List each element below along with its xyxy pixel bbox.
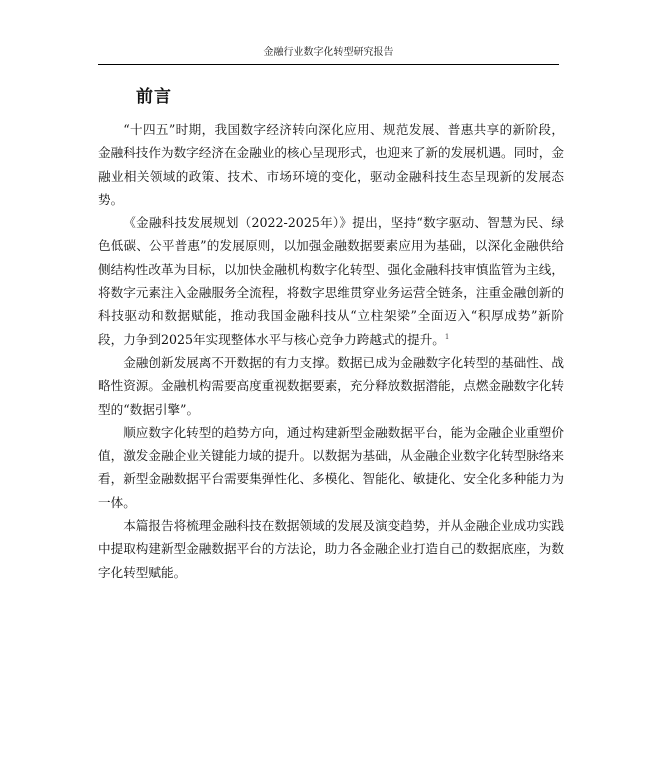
running-header-title: 金融行业数字化转型研究报告 xyxy=(263,47,394,58)
paragraph-5 xyxy=(98,514,564,584)
body-text xyxy=(98,118,564,584)
footnote-marker[interactable]: 1 xyxy=(444,332,450,341)
paragraph-text: 本篇报告将梳理金融科技在数据领域的发展及演变趋势，并从金融企业成功实践中提取构建新型金融数据平台的方法论，助力各金融企业打造自己的数据底座，为数字化转型赋能。 xyxy=(98,518,564,580)
running-header xyxy=(98,44,559,65)
paragraph-1 xyxy=(98,118,564,211)
paragraph-text: “十四五”时期，我国数字经济转向深化应用、规范发展、普惠共享的新阶段，金融科技作为数字经济在金融业的核心呈现形式，也迎来了新的发展机遇。同时，金融业相关领域的政策、技术、市场环境的变化，驱动金融科技生态呈现新的发展态势。 xyxy=(98,122,564,207)
paragraph-4 xyxy=(98,421,564,514)
paragraph-text: 《金融科技发展规划（2022-2025年）》提出，坚持“数字驱动、智慧为民、绿色低碳、公平普惠”的发展原则，以加强金融数据要素应用为基础，以深化金融供给侧结构性改革为目标，以加快金融机构数字化转型、强化金融科技审慎监管为主线，将数字元素注入金融服务全流程，将数字思维贯穿业务运营全链条，注重金融创新的科技驱动和数据赋能，推动我国金融科技从“立柱架梁”全面迈入“积厚成势”新阶段，力争到2025年实现整体水平与核心竞争力跨越式的提升。 xyxy=(98,215,564,347)
paragraph-3 xyxy=(98,351,564,421)
paragraph-text: 金融创新发展离不开数据的有力支撑。数据已成为金融数字化转型的基础性、战略性资源。金融机构需要高度重视数据要素，充分释放数据潜能，点燃金融数字化转型的“数据引擎”。 xyxy=(98,354,564,417)
paragraph-2 xyxy=(98,211,564,351)
section-title: 前言 xyxy=(136,87,172,107)
paragraph-text: 顺应数字化转型的趋势方向，通过构建新型金融数据平台，能为金融企业重塑价值，激发金融企业关键能力域的提升。以数据为基础，从金融企业数字化转型脉络来看，新型金融数据平台需要集弹性化、多模化、智能化、敏捷化、安全化多种能力为一体。 xyxy=(98,424,564,510)
